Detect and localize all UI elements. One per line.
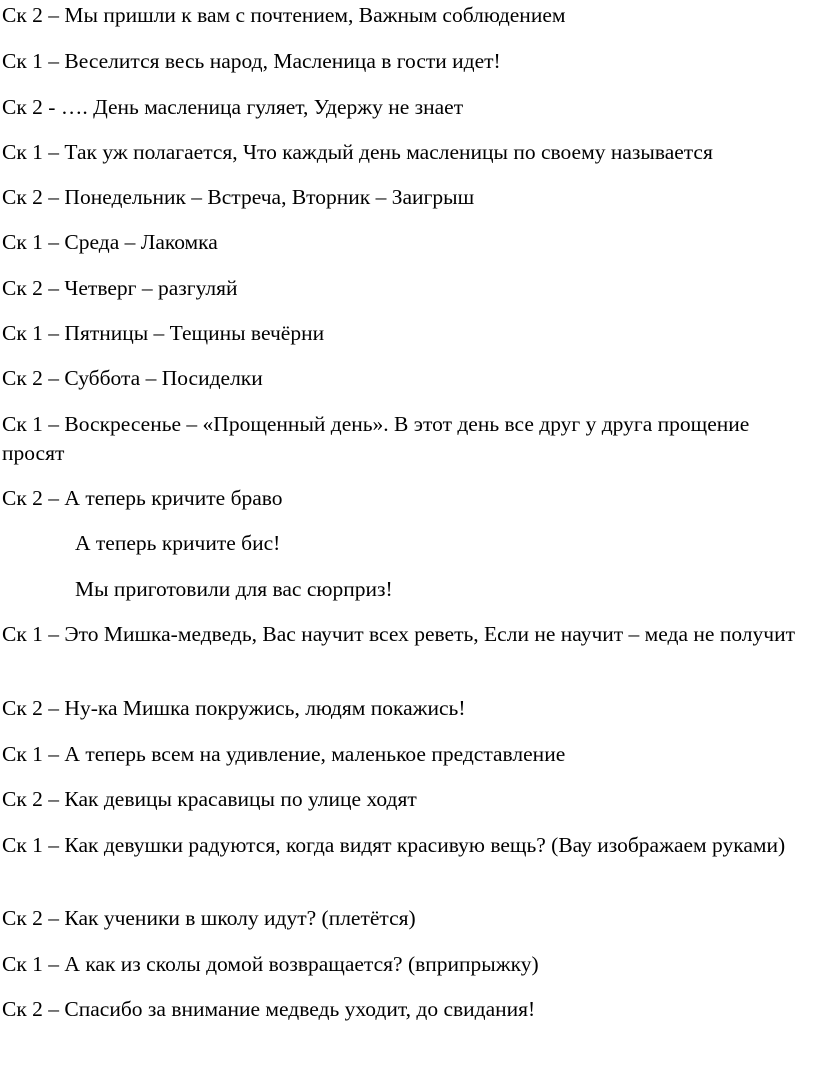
text-line: Ск 2 – Мы пришли к вам с почтением, Важным соблюдением (2, 3, 566, 27)
text-line: Ск 2 - …. День масленица гуляет, Удержу не знает (2, 95, 464, 119)
text-line: Ск 1 – Веселится весь народ, Масленица в гости идет! (2, 49, 501, 73)
text-line: Ск 1 – А теперь всем на удивление, маленькое представление (2, 742, 566, 766)
text-line: Ск 1 – Среда – Лакомка (2, 230, 218, 254)
text-line-indented: А теперь кричите бис! (75, 531, 281, 555)
text-line-indented: Мы приготовили для вас сюрприз! (75, 577, 393, 601)
text-paragraph: Ск 1 – Это Мишка-медведь, Вас научит всех реветь, Если не научит – меда не получит (2, 622, 795, 646)
text-line: Ск 2 – Как ученики в школу идут? (плетётся) (2, 906, 416, 930)
text-line: Ск 2 – А теперь кричите браво (2, 486, 283, 510)
text-line: Ск 2 – Понедельник – Встреча, Вторник – Заигрыш (2, 185, 475, 209)
text-line: Ск 1 – Так уж полагается, Что каждый день масленицы по своему называется (2, 140, 713, 164)
text-line: Ск 2 – Спасибо за внимание медведь уходит, до свидания! (2, 997, 536, 1021)
text-line: Ск 1 – Пятницы – Тещины вечёрни (2, 321, 325, 345)
text-line: Ск 2 – Ну-ка Мишка покружись, людям покажись! (2, 696, 466, 720)
text-line: Ск 2 – Суббота – Посиделки (2, 366, 263, 390)
text-line: Ск 2 – Как девицы красавицы по улице ходят (2, 787, 417, 811)
text-line: Ск 1 – А как из сколы домой возвращается? (вприпрыжку) (2, 952, 539, 976)
text-paragraph: Ск 1 – Как девушки радуются, когда видят красивую вещь? (Вау изображаем руками) (2, 833, 786, 857)
text-line: Ск 2 – Четверг – разгуляй (2, 276, 238, 300)
text-paragraph: Ск 1 – Воскресенье – «Прощенный день». В этот день все друг у друга прощение просят (2, 412, 750, 465)
